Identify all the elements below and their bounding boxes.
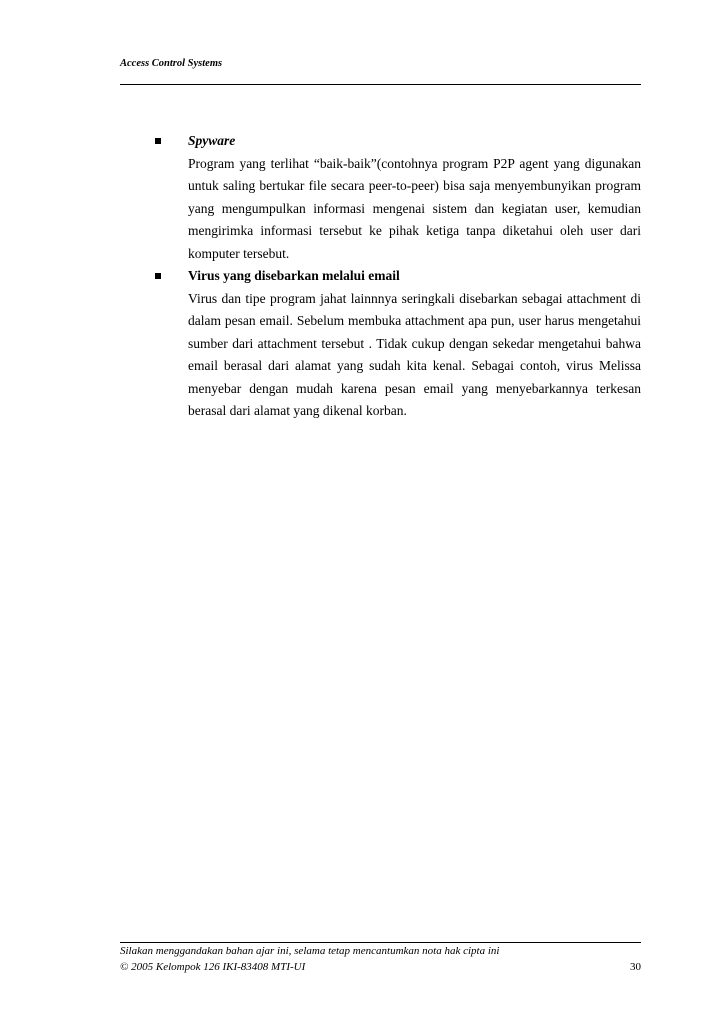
item-title: Virus yang disebarkan melalui email — [188, 268, 400, 283]
paragraph-line: menyebar dengan mudah karena pesan email yang menyebarkannya terkesan — [188, 380, 641, 396]
item-paragraph — [188, 153, 641, 266]
list-item-spyware — [120, 130, 641, 265]
paragraph-line: email berasal dari alamat yang sudah kita kenal. Sebagai contoh, virus Melissa — [188, 358, 641, 373]
square-bullet-icon — [155, 138, 161, 144]
square-bullet-icon — [155, 273, 161, 279]
paragraph-line: berasal dari alamat yang dikenal korban. — [188, 403, 407, 418]
page-number: 30 — [630, 961, 641, 973]
copyright-line: © 2005 Kelompok 126 IKI-83408 MTI-UI — [120, 961, 306, 973]
paragraph-line: yang mengumpulkan informasi mengenai sistem dan kegiatan user, kemudian — [188, 200, 641, 216]
paragraph-line: Virus dan tipe program jahat lainnnya seringkali disebarkan sebagai attachment di — [188, 290, 641, 306]
copyright-notice: Silakan menggandakan bahan ajar ini, selama tetap mencantumkan nota hak cipta ini — [120, 945, 500, 957]
item-paragraph — [188, 288, 641, 423]
paragraph-line: Program yang terlihat “baik-baik”(contohnya program P2P agent yang digunakan — [188, 155, 641, 171]
item-title: Spyware — [188, 133, 236, 148]
list-item-email-virus — [120, 265, 641, 423]
header-title: Access Control Systems — [120, 58, 223, 69]
paragraph-line: untuk saling bertukar file secara peer-to-peer) bisa saja menyembunyikan program — [188, 178, 641, 193]
paragraph-line: sumber dari attachment tersebut . Tidak cukup dengan sekedar mengetahui bahwa — [188, 335, 641, 351]
footer-divider — [120, 942, 641, 943]
paragraph-line: dalam pesan email. Sebelum membuka attachment apa pun, user harus mengetahui — [188, 313, 641, 328]
paragraph-line: mengirimka informasi tersebut ke pihak ketiga tanpa diketahui oleh user dari — [188, 223, 641, 238]
bullet-list — [120, 130, 641, 423]
header-divider — [120, 84, 641, 85]
paragraph-line: komputer tersebut. — [188, 245, 290, 261]
